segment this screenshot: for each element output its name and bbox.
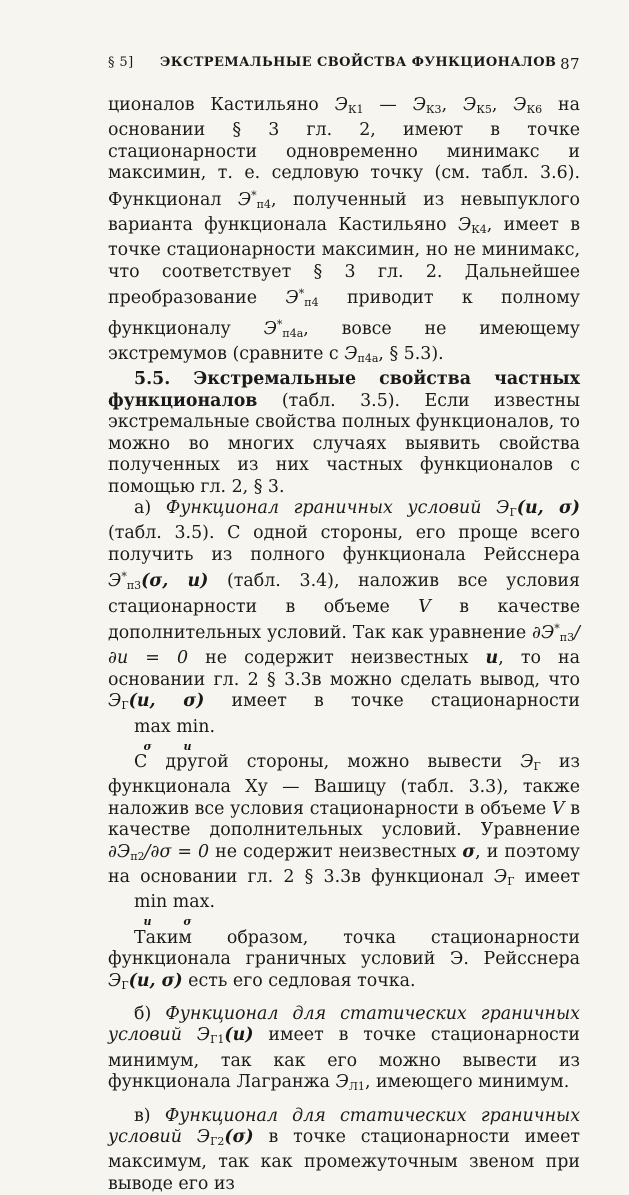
page-number: 87 <box>560 55 580 73</box>
page-body <box>108 95 580 1195</box>
paragraph-saddle-point: Таким образом, точка стационарности функционала граничных условий Э. Рейсснера $Э_Г(u$, σ) есть его седловая точка. <box>108 927 580 992</box>
paragraph-b: б) Функционал для статических граничных условий $Э_{Г1}(u)$ имеет в точке стационарности минимум, так как его можно вывести из функционала Лагранжа $Э_{Л1}$, имеющего минимум. <box>108 1004 580 1094</box>
paragraph-section-5-5: 5.5. Экстремальные свойства частных функционалов (табл. 3.5). Если известны экстремальные свойства полных функционалов, то можно во многих случаях выявить свойства полученных из них частных функционалов с помощью гл. 2, § 3. <box>108 369 580 497</box>
maxmin-operator: max min. σ u <box>134 716 215 753</box>
paragraph-castigliano: ционалов Кастильяно $Э_{К1}$ — $Э_{К3}$, $Э_{К5}$, $Э_{К6}$ на основании § 3 гл. 2, имеют в точке стационарности одновременно минимакс и максимин, т. е. седловую точку (см. табл. 3.6). Функционал $Э^*_{п4}$, полученный из невыпуклого варианта функционала Кастильяно $Э_{К4}$, имеет в точке стационарности максимин, но не минимакс, что соответствует § 3 гл. 2. Дальнейшее преобразование $Э^*_{п4}$ приводит к полному функционалу $Э^*_{п4а}$, вовсе не имеющему экстремумов (сравните с $Э_{п4а}$, § 5.3). <box>108 95 580 366</box>
chapter-title: ЭКСТРЕМАЛЬНЫЕ СВОЙСТВА ФУНКЦИОНАЛОВ <box>160 55 557 70</box>
paragraph-a: а) Функционал граничных условий $Э_Г(u$, σ) (табл. 3.5). С одной стороны, его проще всего получить из полного функционала Рейсснера $Э^*_{п3}(\sigma$, u) (табл. 3.4), наложив все условия стационарности в объеме V в качестве дополнительных условий. Так как уравнение $\partial Э^*_{п3}/\partial u = 0$ не содержит неизвестных u, то на основании гл. 2 § 3.3в можно сделать вывод, что $Э_Г(u$, σ) имеет в точке стационарности max min. σ u <box>108 497 580 753</box>
minmax-operator: min max. u σ <box>134 892 215 929</box>
paragraph-c: в) Функционал для статических граничных условий $Э_{Г2}(\sigma)$ в точке стационарности имеет максимум, так как промежуточным звеном при выводе его из <box>108 1105 581 1194</box>
section-heading: 5.5. Экстремальные свойства частных функционалов <box>108 369 580 411</box>
paragraph-hu-washizu: С другой стороны, можно вывести $Э_Г$ из функционала Ху — Вашицу (табл. 3.3), также наложив все условия стационарности в объеме V в качестве дополнительных условий. Уравнение $\partial Э_{п2}/\partial\sigma = 0$ не содержит неизвестных σ, и поэтому на основании гл. 2 § 3.3в функционал $Э_Г$ имеет min max. u σ <box>108 751 580 929</box>
running-header <box>108 55 580 79</box>
section-ref: § 5] <box>108 55 134 70</box>
